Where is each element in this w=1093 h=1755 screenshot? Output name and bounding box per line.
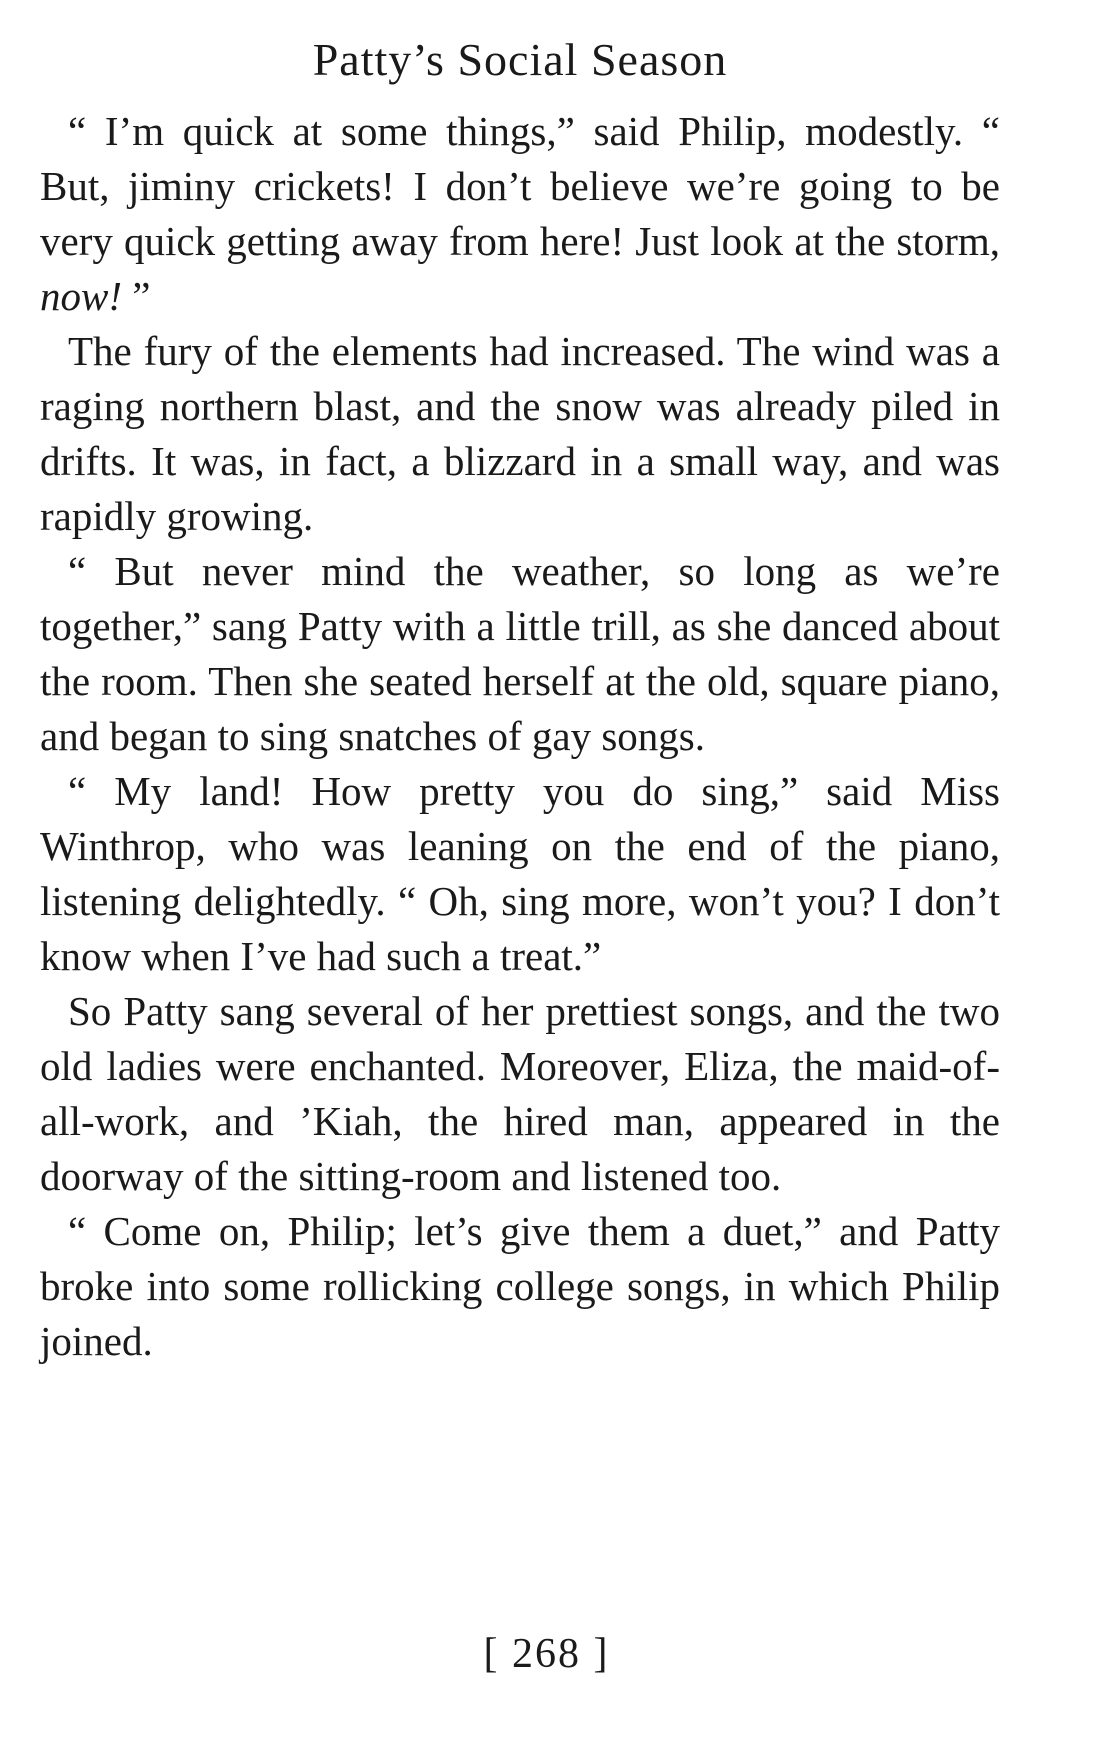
paragraph-1 bbox=[40, 104, 1000, 324]
paragraph-6: “ Come on, Philip; let’s give them a duet,” and Patty broke into some rollicking college songs, in which Philip joined. bbox=[40, 1208, 1000, 1364]
page-number: [ 268 ] bbox=[483, 1631, 610, 1677]
running-head: Patty’s Social Season bbox=[312, 34, 728, 85]
book-page bbox=[40, 30, 1000, 1369]
paragraph-1-text: “ I’m quick at some things,” said Philip, modestly. “ But, jiminy crickets! I don’t believe we’re going to be very quick getting away from here! Just look at the storm, bbox=[40, 108, 1000, 264]
paragraph-5: So Patty sang several of her prettiest songs, and the two old ladies were enchanted. Moreover, Eliza, the maid-of-all-work, and ’Kiah, the hired man, appeared in the doorway of the sitting-room and listened too. bbox=[40, 988, 1000, 1199]
paragraph-1-close-quote: ” bbox=[122, 273, 151, 319]
paragraph-1-italic: now! bbox=[40, 273, 122, 319]
paragraph-3: “ But never mind the weather, so long as we’re together,” sang Patty with a little trill, as she danced about the room. Then she seated herself at the old, square piano, and began to sing snatches of gay songs. bbox=[40, 548, 1000, 759]
paragraph-2: The fury of the elements had increased. The wind was a raging northern blast, and the snow was already piled in drifts. It was, in fact, a blizzard in a small way, and was rapidly growing. bbox=[40, 328, 1000, 539]
paragraph-4: “ My land! How pretty you do sing,” said Miss Winthrop, who was leaning on the end of the piano, listening delightedly. “ Oh, sing more, won’t you? I don’t know when I’ve had such a treat.” bbox=[40, 768, 1000, 979]
